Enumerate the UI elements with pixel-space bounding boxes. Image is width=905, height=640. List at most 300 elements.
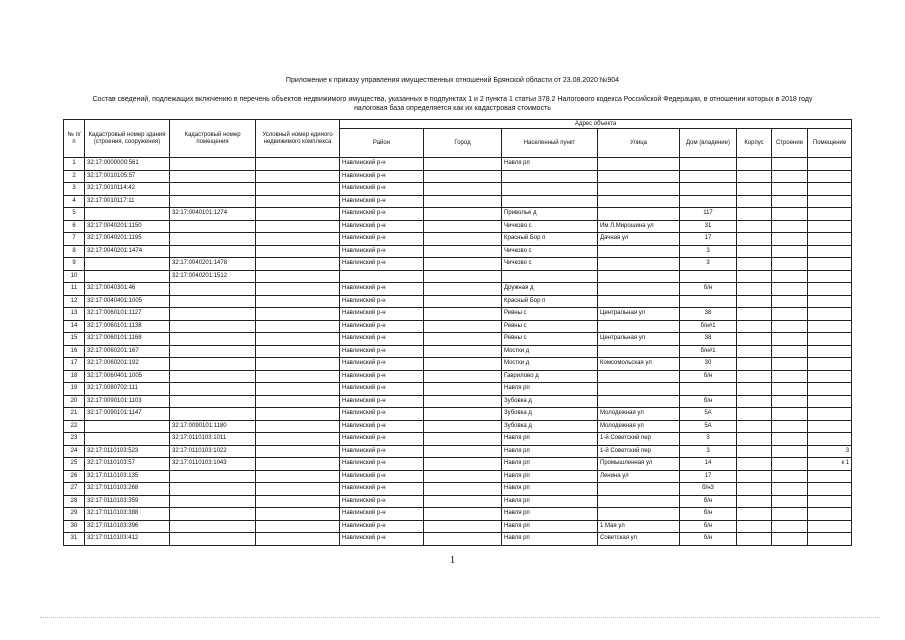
cell-room (808, 433, 852, 446)
cell-city (424, 308, 502, 321)
cell-num: 23 (64, 433, 85, 446)
cell-cad-room: 32:17:0040201:1478 (170, 258, 256, 271)
cell-district: Навлинский р-н (340, 283, 424, 296)
cell-room (808, 345, 852, 358)
cell-stroenie (772, 320, 808, 333)
col-header-num: № п/п (64, 120, 85, 158)
cell-street (598, 158, 680, 171)
property-table (63, 119, 852, 546)
cell-room (808, 358, 852, 371)
table-row (64, 270, 852, 283)
cell-cad-room (170, 183, 256, 196)
cell-cad-building: 32:17:0090101:1147 (85, 408, 170, 421)
cell-cond-num (256, 433, 340, 446)
cell-num: 21 (64, 408, 85, 421)
cell-cad-room (170, 220, 256, 233)
cell-cad-building: 32:17:0110103:359 (85, 495, 170, 508)
cell-num: 4 (64, 195, 85, 208)
cell-cad-building: 32:17:0000000:561 (85, 158, 170, 171)
cell-room (808, 470, 852, 483)
cell-house: 17 (680, 233, 737, 246)
cell-room (808, 220, 852, 233)
cell-korpus (737, 520, 772, 533)
cell-city (424, 420, 502, 433)
cell-district: Навлинский р-н (340, 320, 424, 333)
cell-settlement: Приволье д (502, 208, 598, 221)
table-row (64, 495, 852, 508)
cell-num: 3 (64, 183, 85, 196)
col-header-settlement: Населенный пункт (502, 129, 598, 158)
cell-cond-num (256, 483, 340, 496)
cell-num: 13 (64, 308, 85, 321)
cell-street (598, 383, 680, 396)
cell-korpus (737, 270, 772, 283)
cell-cond-num (256, 295, 340, 308)
cell-district: Навлинский р-н (340, 258, 424, 271)
cell-house: 38 (680, 333, 737, 346)
cell-room (808, 508, 852, 521)
cell-settlement: Навля рп (502, 158, 598, 171)
cell-num: 12 (64, 295, 85, 308)
cell-street (598, 320, 680, 333)
cell-settlement: Навля рп (502, 383, 598, 396)
cell-city (424, 483, 502, 496)
col-header-korpus: Корпус (737, 129, 772, 158)
cell-city (424, 370, 502, 383)
cell-street (598, 370, 680, 383)
cell-district: Навлинский р-н (340, 508, 424, 521)
cell-city (424, 183, 502, 196)
cell-district: Навлинский р-н (340, 395, 424, 408)
cell-korpus (737, 483, 772, 496)
cell-settlement: Ревны с (502, 333, 598, 346)
cell-num: 17 (64, 358, 85, 371)
cell-korpus (737, 395, 772, 408)
cell-street (598, 245, 680, 258)
table-row (64, 170, 852, 183)
cell-cad-room (170, 533, 256, 546)
cell-cad-room (170, 345, 256, 358)
col-header-city: Город (424, 129, 502, 158)
cell-cad-building: 32:17:0040201:1474 (85, 245, 170, 258)
cell-cad-room (170, 195, 256, 208)
cell-korpus (737, 320, 772, 333)
cell-street: Молодежная ул (598, 408, 680, 421)
cell-district: Навлинский р-н (340, 333, 424, 346)
cell-cad-building: 32:17:0110103:268 (85, 483, 170, 496)
cell-city (424, 345, 502, 358)
cell-house: б/н#1 (680, 320, 737, 333)
cell-num: 1 (64, 158, 85, 171)
cell-district (340, 270, 424, 283)
cell-district: Навлинский р-н (340, 495, 424, 508)
cell-cond-num (256, 208, 340, 221)
cell-stroenie (772, 370, 808, 383)
cell-cond-num (256, 383, 340, 396)
cell-district: Навлинский р-н (340, 220, 424, 233)
cell-cad-room: 32:17:0090101:1180 (170, 420, 256, 433)
cell-room (808, 408, 852, 421)
cell-room (808, 483, 852, 496)
cell-settlement: Гавриловo д (502, 370, 598, 383)
cell-city (424, 358, 502, 371)
cell-korpus (737, 333, 772, 346)
cell-cond-num (256, 270, 340, 283)
table-row (64, 195, 852, 208)
cell-cad-room (170, 333, 256, 346)
cell-street (598, 283, 680, 296)
cell-house: 5А (680, 420, 737, 433)
cell-korpus (737, 258, 772, 271)
cell-house (680, 170, 737, 183)
cell-settlement: Зубовка д (502, 395, 598, 408)
cell-korpus (737, 508, 772, 521)
cell-cad-building: 32:17:0090101:1103 (85, 395, 170, 408)
cell-num: 22 (64, 420, 85, 433)
cell-house: 14 (680, 458, 737, 471)
cell-district: Навлинский р-н (340, 195, 424, 208)
cell-street (598, 508, 680, 521)
cell-house: 17 (680, 470, 737, 483)
cell-stroenie (772, 345, 808, 358)
cell-district: Навлинский р-н (340, 420, 424, 433)
cell-house: 3 (680, 258, 737, 271)
cell-num: 5 (64, 208, 85, 221)
cell-cad-room (170, 470, 256, 483)
cell-city (424, 233, 502, 246)
cell-district: Навлинский р-н (340, 470, 424, 483)
cell-settlement: Ревны с (502, 308, 598, 321)
cell-settlement: Навля рп (502, 458, 598, 471)
cell-district: Навлинский р-н (340, 245, 424, 258)
table-row (64, 458, 852, 471)
cell-korpus (737, 295, 772, 308)
cell-stroenie (772, 445, 808, 458)
cell-city (424, 245, 502, 258)
cell-num: 28 (64, 495, 85, 508)
table-row (64, 520, 852, 533)
cell-cad-room (170, 408, 256, 421)
cell-cond-num (256, 370, 340, 383)
cell-cond-num (256, 233, 340, 246)
cell-cond-num (256, 533, 340, 546)
cell-korpus (737, 183, 772, 196)
document-subtitle-line1: Состав сведений, подлежащих включению в перечень объектов недвижимого имущества, указанных в подпунктах 1 и 2 пункта 1 статьи 378.2 Налогового кодекса Российской Федерации, в отношении которых в 2018 году (92, 96, 813, 103)
cell-house (680, 158, 737, 171)
cell-korpus (737, 195, 772, 208)
cell-stroenie (772, 170, 808, 183)
cell-settlement: Зубовка д (502, 420, 598, 433)
cell-settlement: Чичково с (502, 258, 598, 271)
cell-cad-room (170, 370, 256, 383)
cell-korpus (737, 245, 772, 258)
cell-district: Навлинский р-н (340, 208, 424, 221)
cell-stroenie (772, 383, 808, 396)
cell-cond-num (256, 470, 340, 483)
cell-num: 27 (64, 483, 85, 496)
table-row (64, 233, 852, 246)
cell-room (808, 283, 852, 296)
cell-settlement (502, 195, 598, 208)
cell-settlement: Мостки д (502, 345, 598, 358)
scan-edge-dots (40, 617, 880, 618)
cell-district: Навлинский р-н (340, 533, 424, 546)
cell-korpus (737, 233, 772, 246)
cell-num: 29 (64, 508, 85, 521)
cell-korpus (737, 283, 772, 296)
cell-cad-room (170, 358, 256, 371)
cell-settlement: Красный Бор п (502, 233, 598, 246)
cell-settlement: Навля рп (502, 495, 598, 508)
cell-stroenie (772, 483, 808, 496)
cell-house: 5А (680, 408, 737, 421)
cell-korpus (737, 433, 772, 446)
cell-korpus (737, 158, 772, 171)
cell-street: 1-й Советский пер (598, 445, 680, 458)
cell-city (424, 520, 502, 533)
cell-cad-building (85, 208, 170, 221)
cell-num: 10 (64, 270, 85, 283)
cell-cad-room: 32:17:0110103:1011 (170, 433, 256, 446)
cell-city (424, 495, 502, 508)
cell-street (598, 483, 680, 496)
cell-cond-num (256, 495, 340, 508)
cell-cond-num (256, 420, 340, 433)
cell-house: б/н (680, 395, 737, 408)
cell-cad-building: 32:17:0080702:111 (85, 383, 170, 396)
cell-street (598, 495, 680, 508)
cell-cad-room (170, 233, 256, 246)
cell-cad-building: 32:17:0060101:1168 (85, 333, 170, 346)
cell-street: Дачная ул (598, 233, 680, 246)
cell-house: б/н#1 (680, 345, 737, 358)
cell-room (808, 208, 852, 221)
cell-cond-num (256, 520, 340, 533)
cell-cad-room (170, 295, 256, 308)
page-number: 1 (449, 554, 456, 566)
cell-room (808, 195, 852, 208)
cell-cad-building: 32:17:0060101:1127 (85, 308, 170, 321)
cell-num: 14 (64, 320, 85, 333)
cell-district: Навлинский р-н (340, 520, 424, 533)
cell-street (598, 170, 680, 183)
table-row (64, 183, 852, 196)
cell-city (424, 395, 502, 408)
table-row (64, 433, 852, 446)
cell-num: 19 (64, 383, 85, 396)
cell-cond-num (256, 183, 340, 196)
cell-cond-num (256, 333, 340, 346)
table-row (64, 470, 852, 483)
cell-house (680, 383, 737, 396)
cell-stroenie (772, 158, 808, 171)
cell-settlement: Навля рп (502, 483, 598, 496)
cell-house: б/н (680, 283, 737, 296)
cell-city (424, 458, 502, 471)
cell-street: Советская ул (598, 533, 680, 546)
cell-street (598, 208, 680, 221)
cell-cad-room: 32:17:0040201:1512 (170, 270, 256, 283)
cell-house: б/н (680, 495, 737, 508)
col-header-address: Адрес объекта (340, 120, 852, 129)
cell-stroenie (772, 470, 808, 483)
cell-num: 8 (64, 245, 85, 258)
cell-settlement (502, 183, 598, 196)
cell-korpus (737, 370, 772, 383)
cell-cad-building: 32:17:0110103:57 (85, 458, 170, 471)
table-row (64, 333, 852, 346)
table-row (64, 308, 852, 321)
table-row (64, 320, 852, 333)
cell-korpus (737, 220, 772, 233)
cell-city (424, 470, 502, 483)
cell-room (808, 395, 852, 408)
cell-street (598, 345, 680, 358)
cell-room (808, 320, 852, 333)
table-row (64, 283, 852, 296)
cell-city (424, 258, 502, 271)
cell-korpus (737, 408, 772, 421)
cell-street (598, 258, 680, 271)
cell-cad-building: 32:17:0040401:1005 (85, 295, 170, 308)
cell-cad-building: 32:17:0010114:42 (85, 183, 170, 196)
cell-district: Навлинский р-н (340, 358, 424, 371)
cell-cond-num (256, 358, 340, 371)
cell-settlement: Дружная д (502, 283, 598, 296)
cell-stroenie (772, 270, 808, 283)
cell-settlement: Чичково с (502, 220, 598, 233)
col-header-cond-num: Условный номер единого недвижимого комплекса (256, 120, 340, 158)
cell-cond-num (256, 158, 340, 171)
cell-district: Навлинский р-н (340, 308, 424, 321)
cell-stroenie (772, 233, 808, 246)
cell-settlement: Чичково с (502, 245, 598, 258)
table-row (64, 508, 852, 521)
table-row (64, 445, 852, 458)
document-subtitle-line2: налоговая база определяется как их кадастровая стоимость (354, 105, 551, 112)
cell-room (808, 158, 852, 171)
cell-num: 18 (64, 370, 85, 383)
cell-cad-room (170, 158, 256, 171)
cell-cond-num (256, 458, 340, 471)
cell-cad-room (170, 283, 256, 296)
cell-house: б/н3 (680, 483, 737, 496)
col-header-room: Помещение (808, 129, 852, 158)
cell-house (680, 270, 737, 283)
cell-cad-building: 32:17:0110103:135 (85, 470, 170, 483)
cell-room (808, 520, 852, 533)
cell-korpus (737, 170, 772, 183)
cell-room: к 1 (808, 458, 852, 471)
cell-room (808, 245, 852, 258)
cell-cad-building: 32:17:0110103:412 (85, 533, 170, 546)
cell-settlement: Навля рп (502, 533, 598, 546)
cell-stroenie (772, 533, 808, 546)
cell-room (808, 183, 852, 196)
cell-street: Центральная ул (598, 308, 680, 321)
cell-cond-num (256, 283, 340, 296)
cell-cad-building: 32:17:0110103:396 (85, 520, 170, 533)
cell-korpus (737, 358, 772, 371)
cell-district: Навлинский р-н (340, 458, 424, 471)
cell-house (680, 195, 737, 208)
cell-settlement: Навля рп (502, 470, 598, 483)
cell-room (808, 420, 852, 433)
table-row (64, 158, 852, 171)
table-row (64, 245, 852, 258)
table-row (64, 420, 852, 433)
cell-stroenie (772, 520, 808, 533)
cell-district: Навлинский р-н (340, 345, 424, 358)
cell-cond-num (256, 258, 340, 271)
cell-cad-building (85, 258, 170, 271)
cell-city (424, 295, 502, 308)
col-header-street: Улица (598, 129, 680, 158)
cell-cad-building: 32:17:0060401:1005 (85, 370, 170, 383)
cell-cad-building: 32:17:0060201:192 (85, 358, 170, 371)
table-row (64, 358, 852, 371)
cell-num: 20 (64, 395, 85, 408)
cell-city (424, 320, 502, 333)
cell-settlement: Мостки д (502, 358, 598, 371)
cell-district: Навлинский р-н (340, 158, 424, 171)
cell-city (424, 433, 502, 446)
cell-settlement (502, 170, 598, 183)
cell-cad-room (170, 383, 256, 396)
cell-street (598, 295, 680, 308)
cell-district: Навлинский р-н (340, 383, 424, 396)
cell-street (598, 183, 680, 196)
cell-cad-room (170, 308, 256, 321)
cell-house (680, 183, 737, 196)
cell-cond-num (256, 445, 340, 458)
cell-cad-room: 32:17:0110103:1022 (170, 445, 256, 458)
cell-room (808, 533, 852, 546)
cell-cond-num (256, 345, 340, 358)
cell-house: б/н (680, 520, 737, 533)
cell-stroenie (772, 258, 808, 271)
cell-house: 3 (680, 433, 737, 446)
cell-district: Навлинский р-н (340, 295, 424, 308)
cell-cad-room (170, 170, 256, 183)
table-row (64, 483, 852, 496)
cell-room (808, 370, 852, 383)
cell-stroenie (772, 308, 808, 321)
table-row (64, 408, 852, 421)
cell-city (424, 208, 502, 221)
table-row (64, 208, 852, 221)
cell-num: 31 (64, 533, 85, 546)
cell-num: 6 (64, 220, 85, 233)
cell-city (424, 195, 502, 208)
cell-cad-building: 32:17:0040201:1195 (85, 233, 170, 246)
cell-stroenie (772, 295, 808, 308)
cell-stroenie (772, 458, 808, 471)
cell-cond-num (256, 245, 340, 258)
cell-cad-building: 32:17:0110103:523 (85, 445, 170, 458)
cell-korpus (737, 445, 772, 458)
cell-cond-num (256, 170, 340, 183)
cell-city (424, 283, 502, 296)
cell-num: 2 (64, 170, 85, 183)
cell-cad-building (85, 420, 170, 433)
cell-district: Навлинский р-н (340, 183, 424, 196)
cell-cad-room (170, 483, 256, 496)
cell-street: Промышленная ул (598, 458, 680, 471)
table-row (64, 533, 852, 546)
cell-room (808, 295, 852, 308)
cell-city (424, 508, 502, 521)
